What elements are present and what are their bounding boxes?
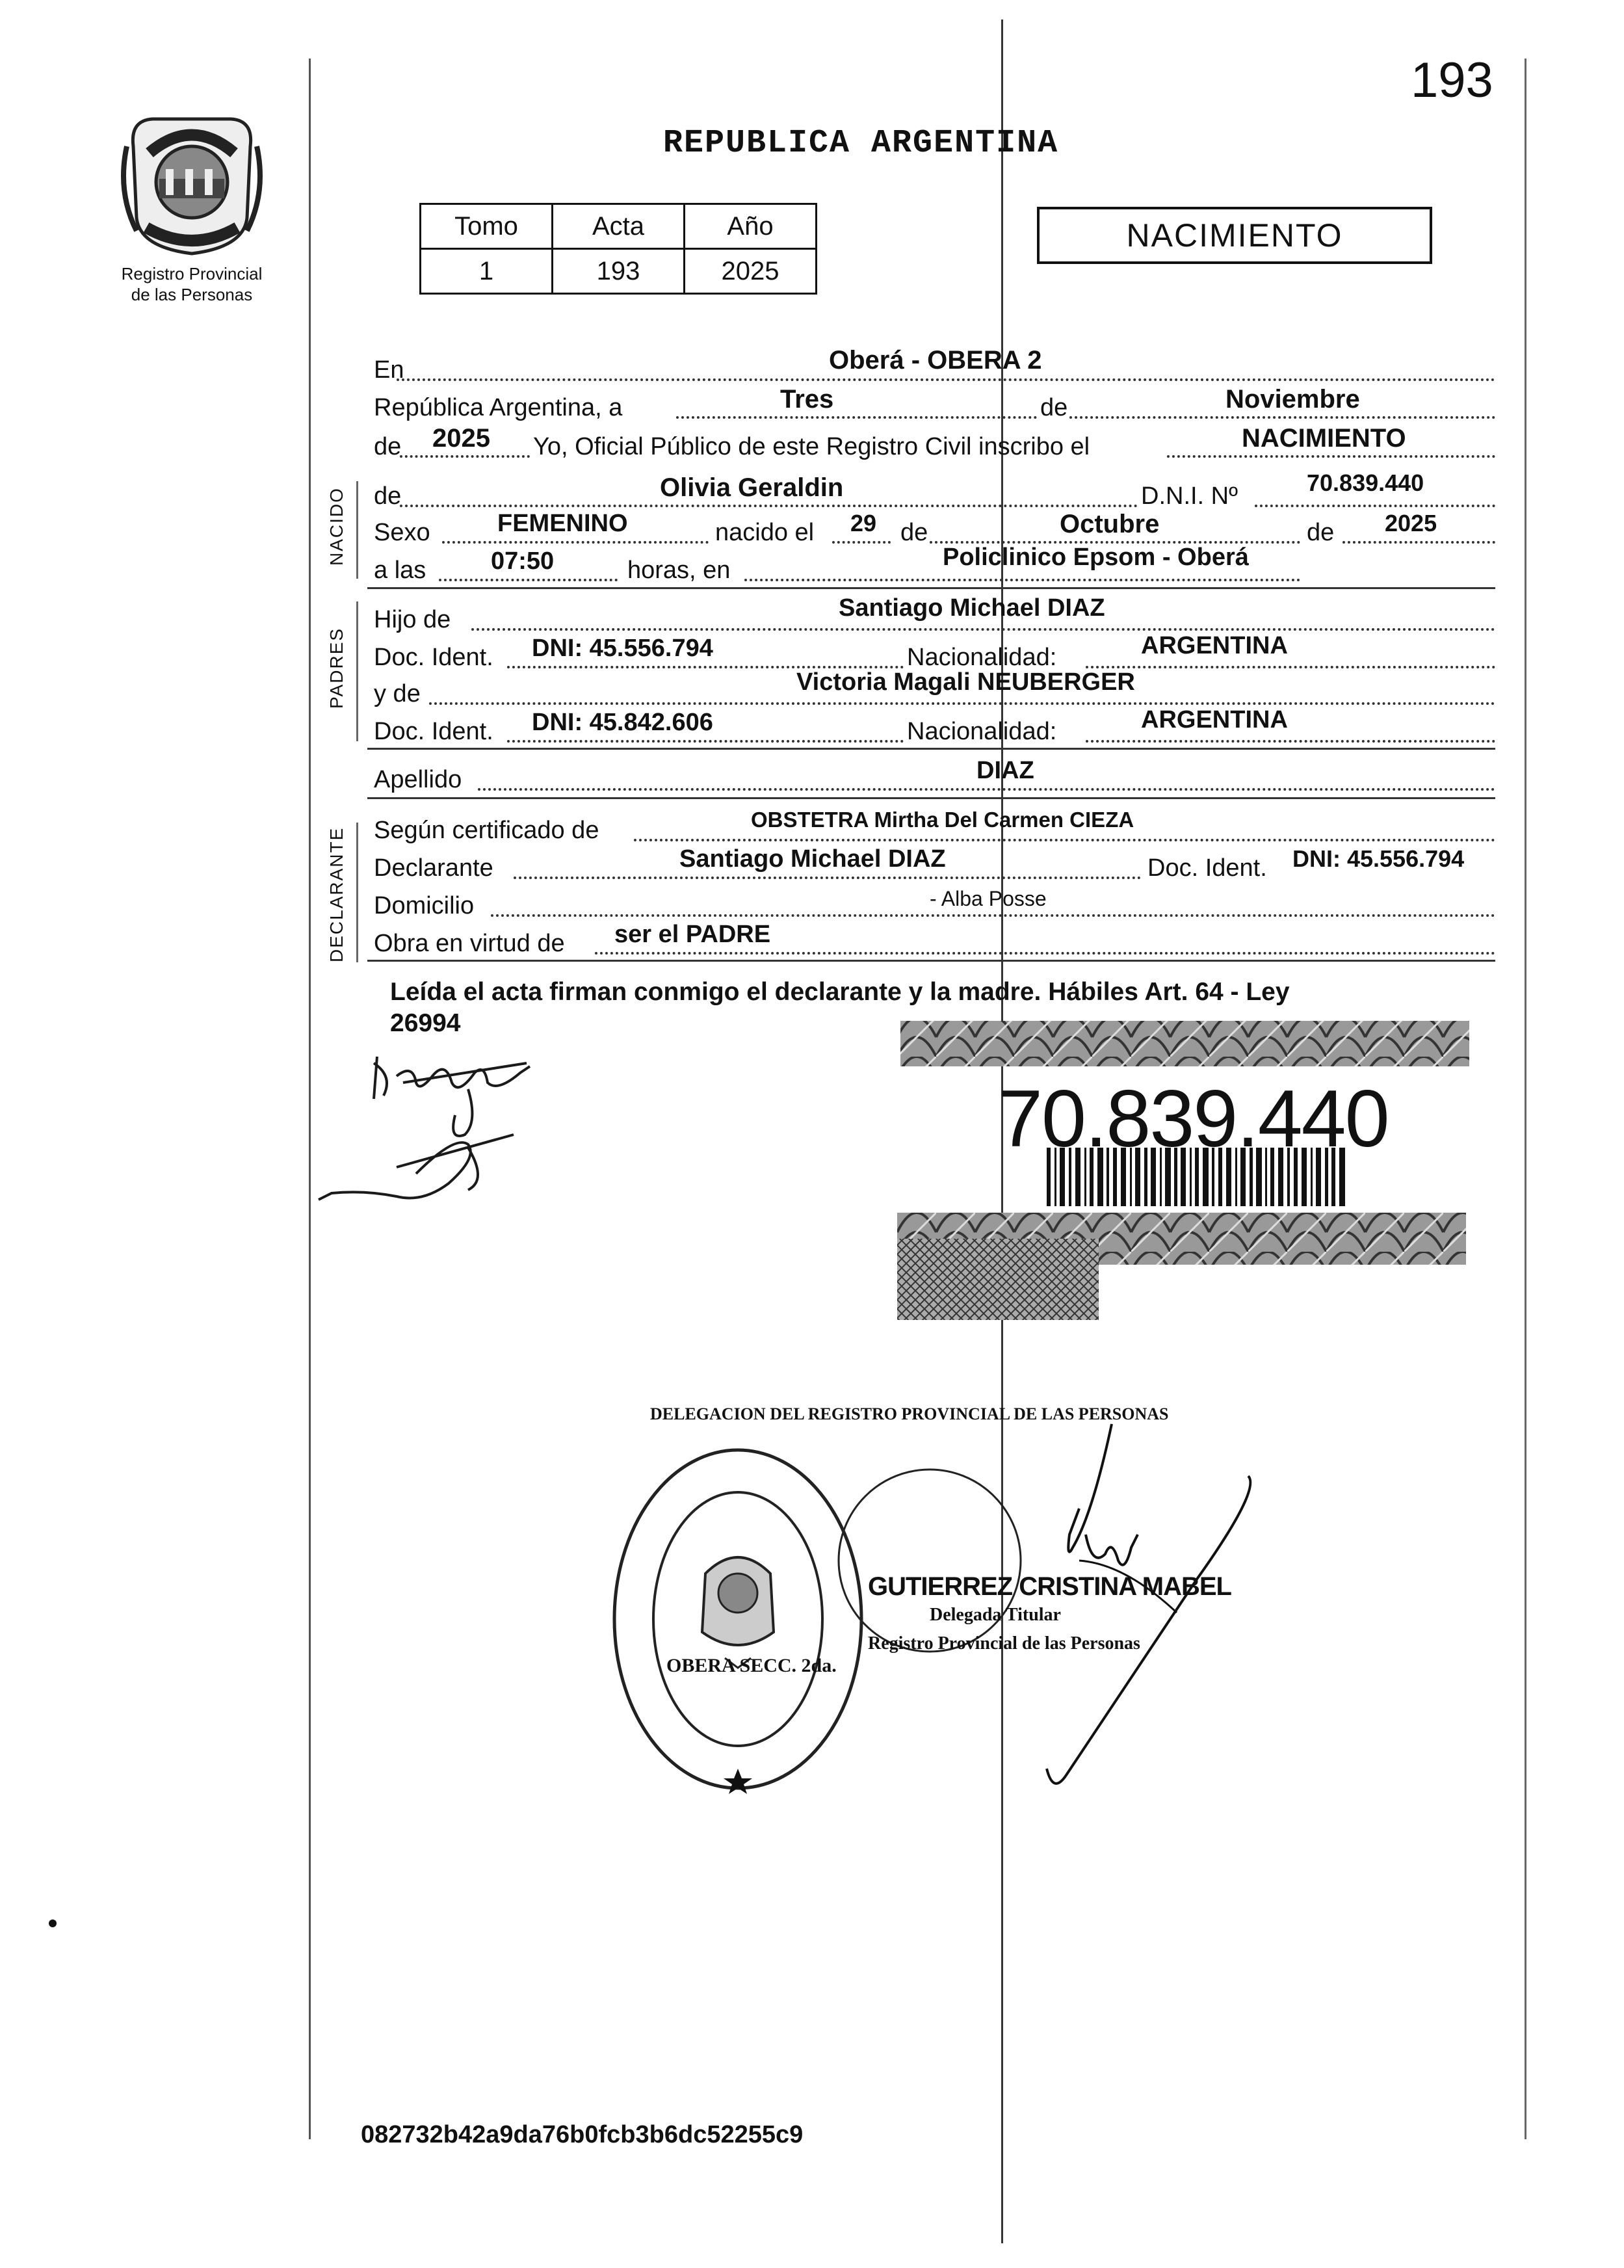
section-divider-3 [367, 797, 1495, 799]
section-bar-declarante [356, 823, 358, 962]
section-divider-1 [367, 587, 1495, 589]
registry-name [98, 263, 286, 305]
value-nombre: Olivia Geraldin [660, 473, 844, 502]
label-y-de: y de [374, 680, 421, 707]
seal-inner-text: OBERA SECC. 2da. [666, 1655, 837, 1676]
label-republica: República Argentina, a [374, 394, 623, 421]
label-doc-ident-madre: Doc. Ident. [374, 718, 493, 745]
value-dia-texto: Tres [780, 385, 834, 414]
dots-apellido [478, 788, 1495, 791]
dots-tipo [1167, 455, 1495, 458]
label-dni: D.N.I. Nº [1141, 482, 1238, 510]
value-anio-nacimiento: 2025 [1385, 510, 1437, 536]
officer-stamp [868, 1572, 1231, 1658]
seal-ring-text: DELEGACION DEL REGISTRO PROVINCIAL DE LAS PERSONAS [650, 1404, 1169, 1423]
acta-header: Acta [553, 204, 685, 249]
label-de-anio: de [374, 433, 402, 460]
dots-lugar-nac [744, 579, 1300, 581]
dots-sexo [442, 541, 709, 544]
dots-en [397, 378, 1495, 381]
label-apellido: Apellido [374, 766, 462, 793]
dots-anio [400, 455, 530, 458]
closing-line-2: 26994 [390, 1009, 461, 1037]
dots-hora [439, 579, 618, 581]
officer-org: Registro Provincial de las Personas [868, 1633, 1140, 1654]
value-madre: Victoria Magali NEUBERGER [796, 668, 1135, 696]
dni-sticker-number: 70.839.440 [998, 1074, 1389, 1164]
label-nacionalidad-padre: Nacionalidad: [907, 644, 1057, 671]
province-logo [114, 107, 270, 257]
officer-role: Delegada Titular [930, 1605, 1061, 1625]
country-title: REPUBLICA ARGENTINA [663, 125, 1059, 162]
section-label-nacido: NACIDO [326, 487, 347, 566]
label-nacionalidad-madre: Nacionalidad: [907, 718, 1057, 745]
right-margin-line [1525, 59, 1526, 2139]
label-yo-oficial: Yo, Oficial Público de este Registro Civil inscribo el [533, 433, 1090, 460]
dots-virtud [595, 952, 1495, 955]
value-dni: 70.839.440 [1307, 469, 1424, 496]
value-madre-doc: DNI: 45.842.606 [532, 709, 713, 736]
page-number: 193 [1411, 53, 1493, 108]
dni-sticker [897, 1018, 1469, 1330]
value-declarante-doc: DNI: 45.556.794 [1292, 845, 1465, 872]
section-label-declarante: DECLARANTE [326, 826, 347, 962]
section-bar-nacido [356, 481, 358, 579]
dots-dia [832, 541, 891, 544]
label-hijo-de: Hijo de [374, 606, 451, 633]
tomo-header: Tomo [421, 204, 553, 249]
dots-nombre [400, 505, 1138, 507]
value-mes-inscripcion: Noviembre [1225, 385, 1360, 414]
label-segun-certificado: Según certificado de [374, 817, 599, 844]
value-hora: 07:50 [491, 547, 555, 575]
label-a-las: a las [374, 557, 426, 584]
value-padre: Santiago Michael DIAZ [839, 594, 1105, 622]
value-mes-nacimiento: Octubre [1060, 510, 1160, 538]
label-de-mes-nac: de [900, 519, 928, 546]
acta-value: 193 [553, 249, 685, 294]
dots-madre-doc [507, 740, 904, 743]
label-horas-en: horas, en [627, 557, 731, 584]
dots-madre-nac [1086, 740, 1495, 743]
value-tipo: NACIMIENTO [1242, 424, 1406, 453]
label-doc-ident-padre: Doc. Ident. [374, 644, 493, 671]
label-de-mes: de [1040, 394, 1068, 421]
label-declarante: Declarante [374, 854, 493, 882]
dots-mes [1069, 416, 1495, 419]
value-domicilio: - Alba Posse [930, 887, 1047, 910]
anio-value: 2025 [685, 249, 817, 294]
tomo-value: 1 [421, 249, 553, 294]
value-virtud: ser el PADRE [614, 921, 771, 948]
dots-madre [429, 702, 1495, 705]
value-lugar-nacimiento: Policlinico Epsom - Oberá [943, 544, 1249, 571]
value-certificado: OBSTETRA Mirtha Del Carmen CIEZA [751, 808, 1134, 832]
value-dia-nacimiento: 29 [850, 510, 877, 536]
label-en: En [374, 356, 404, 384]
value-madre-nacionalidad: ARGENTINA [1141, 706, 1288, 733]
dots-dni [1255, 505, 1495, 507]
dots-anio-nac [1342, 541, 1495, 544]
value-padre-nacionalidad: ARGENTINA [1141, 632, 1288, 659]
registry-line-2: de las Personas [131, 285, 253, 304]
value-sexo: FEMENINO [497, 510, 628, 537]
official-seal [608, 1444, 868, 1795]
officer-name: GUTIERREZ CRISTINA MABEL [868, 1572, 1231, 1601]
dots-padre [471, 628, 1495, 631]
dots-certificado [634, 839, 1495, 841]
document-hash: 082732b42a9da76b0fcb3b6dc52255c9 [361, 2121, 804, 2148]
value-anio-inscripcion: 2025 [432, 424, 490, 453]
label-de-nombre: de [374, 482, 402, 510]
section-bar-padres [356, 601, 358, 741]
label-domicilio: Domicilio [374, 892, 475, 919]
dots-domicilio [491, 914, 1495, 917]
anio-header: Año [685, 204, 817, 249]
label-sexo: Sexo [374, 519, 430, 546]
registry-line-1: Registro Provincial [121, 264, 263, 284]
value-padre-doc: DNI: 45.556.794 [532, 635, 713, 662]
value-declarante: Santiago Michael DIAZ [679, 845, 946, 873]
label-nacido-el: nacido el [715, 519, 815, 546]
declarant-signature [306, 1037, 579, 1219]
value-lugar: Oberá - OBERA 2 [829, 346, 1042, 375]
section-divider-4 [367, 960, 1495, 962]
act-type-box: NACIMIENTO [1037, 207, 1432, 264]
closing-line-1: Leída el acta firman conmigo el declarante y la madre. Hábiles Art. 64 - Ley [390, 978, 1290, 1006]
stray-dot [49, 1919, 57, 1927]
dots-declarante [514, 877, 1141, 879]
label-doc-ident-declarante: Doc. Ident. [1147, 854, 1267, 882]
dots-republica-a [676, 416, 1037, 419]
section-divider-2 [367, 748, 1495, 750]
label-de-anio-nac: de [1307, 519, 1335, 546]
value-apellido: DIAZ [976, 757, 1034, 784]
label-obra-en-virtud: Obra en virtud de [374, 930, 565, 957]
book-reference-table [419, 203, 817, 295]
section-label-padres: PADRES [326, 627, 347, 709]
dots-padre-nac [1086, 666, 1495, 668]
